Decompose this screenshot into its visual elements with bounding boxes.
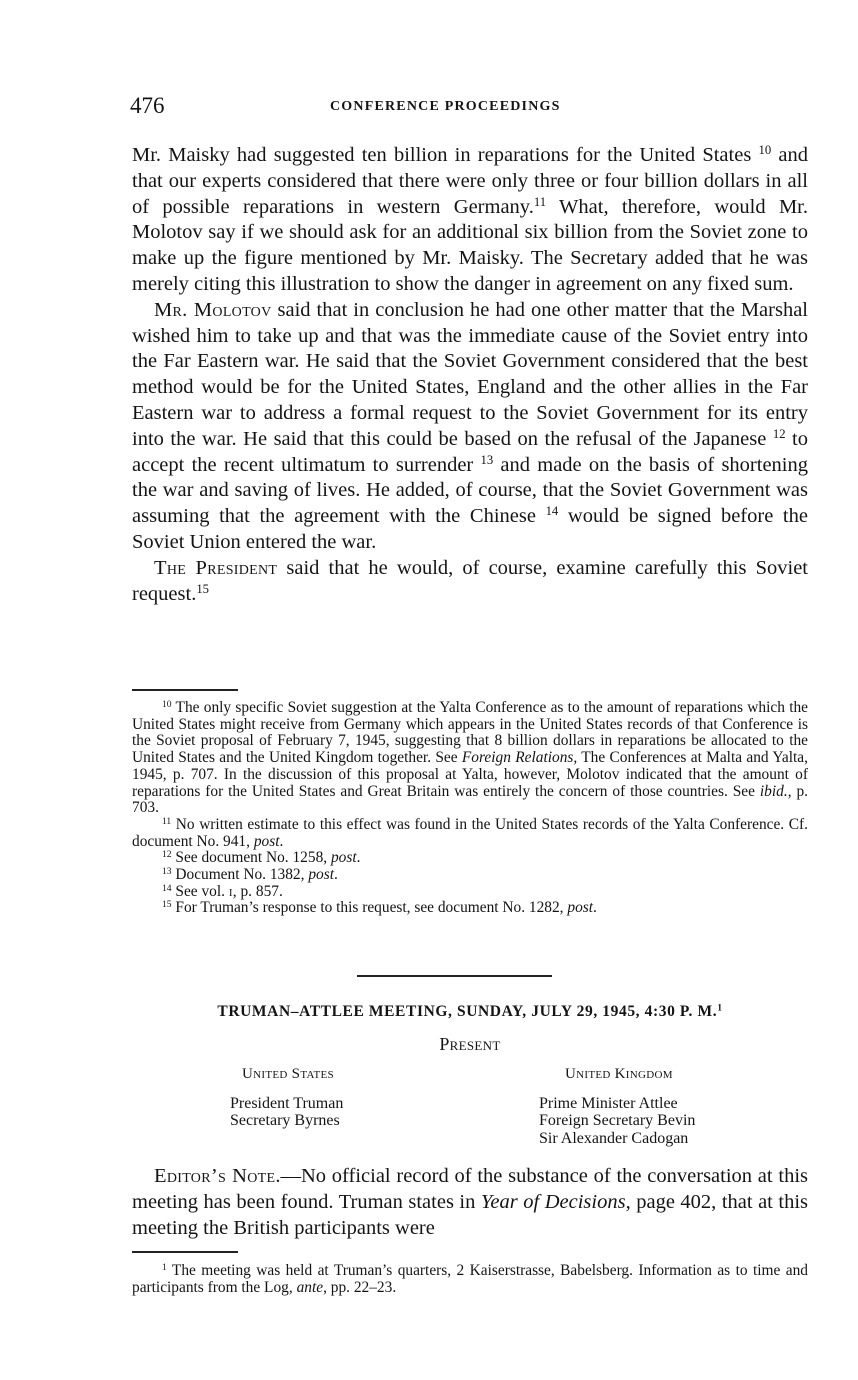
delegation-heading: United States xyxy=(242,1066,334,1082)
footnote-15: $^{15}$ For Truman’s response to this request, see document No. 1282, post. xyxy=(162,899,597,917)
footnote-ref-11[interactable]: 11 xyxy=(533,194,547,209)
page-number: 476 xyxy=(130,93,165,118)
footnote-10: $^{10}$ The only specific Soviet suggestion at the Yalta Conference as to the amount of reparations which the United States might receive from Germany which appears in the United States records of that Conference is the Soviet proposal of February 7, 1945, suggesting that 8 billion dollars in reparations be allocated to the United States and the United Kingdom together. See Foreign Relations, The Conferences at Malta and Yalta, 1945, p. 707. In the discussion of this proposal at Yalta, however, Molotov indicated that the amount of reparations for the United States and Great Britain was entirely the concern of those countries. See ibid., p. 703. xyxy=(132,698,808,817)
present-heading: Present xyxy=(439,1034,501,1054)
participant-name: Foreign Secretary Bevin xyxy=(539,1112,696,1129)
participant-name: Secretary Byrnes xyxy=(230,1112,340,1129)
footnote-14: $^{14}$ See vol. i, p. 857. xyxy=(162,882,283,900)
bottom-footnote xyxy=(132,1263,808,1296)
footnote-divider xyxy=(132,689,238,691)
participant-name: President Truman xyxy=(230,1094,344,1112)
delegation-heading: United Kingdom xyxy=(565,1066,673,1082)
footnote-11: $^{11}$ No written estimate to this effect was found in the United States records of the Yalta Conference. Cf. document No. 941, post. xyxy=(132,815,808,850)
editors-note: Editor’s Note.—No official record of the substance of the conversation at this meeting has been found. Truman states in Year of Decisions, page 402, that at this meeting the British participants were xyxy=(132,1165,808,1239)
footnote-divider xyxy=(132,1251,238,1253)
participant-name: Prime Minister Attlee xyxy=(539,1094,678,1112)
footnote-1: $^1$ The meeting was held at Truman’s quarters, 2 Kaiserstrasse, Babelsberg. Information as to time and participants from the Log, ante, pp. 22–23. xyxy=(132,1261,808,1296)
participant-name: Sir Alexander Cadogan xyxy=(539,1129,689,1147)
speaker-name: Mr. Molotov xyxy=(154,298,272,321)
speaker-name: The President xyxy=(154,556,278,579)
footnote-12: $^{12}$ See document No. 1258, post. xyxy=(162,849,361,867)
section-divider xyxy=(357,975,552,977)
participants-united-states xyxy=(230,1066,343,1130)
footnote-13: $^{13}$ Document No. 1382, post. xyxy=(162,865,338,884)
footnote-ref-10[interactable]: 10 xyxy=(758,143,772,158)
footnotes-block xyxy=(132,700,808,917)
footnote-ref-12[interactable]: 12 xyxy=(772,426,786,441)
footnote-ref-14[interactable]: 14 xyxy=(545,504,559,519)
main-text xyxy=(132,143,808,607)
participants-united-kingdom xyxy=(539,1066,695,1147)
running-head: CONFERENCE PROCEEDINGS xyxy=(330,99,561,114)
footnote-ref-15[interactable]: 15 xyxy=(196,581,210,596)
page-header xyxy=(130,93,808,127)
meeting-title: TRUMAN–ATTLEE MEETING, SUNDAY, JULY 29, 1945, 4:30 P. M.$^1$ xyxy=(217,1002,723,1020)
paragraph-maisky: Mr. Maisky had suggested ten billion in reparations for the United States $^{10}$ and that our experts considered that there were only three or four billion dollars in all of possible reparations in western Germany.$^{11}$ What, therefore, would Mr. Molotov say if we should ask for an additional six billion from the Soviet zone to make up the figure mentioned by Mr. Maisky. The Secretary added that he was merely citing this illustration to show the danger in agreement on any fixed sum. xyxy=(132,143,809,295)
paragraph-molotov: Mr. Molotov said that in conclusion he had one other matter that the Marshal wished him to take up and that was the immediate cause of the Soviet entry into the Far Eastern war. He said that the Soviet Government considered that the best method would be for the United States, England and the other allies in the Far Eastern war to address a formal request to the Soviet Government for its entry into the war. He said that this could be based on the refusal of the Japanese $^{12}$ to accept the recent ultimatum to surrender $^{13}$ and made on the basis of shortening the war and saving of lives. He added, of course, that the Soviet Government was assuming that the agreement with the Chinese $^{14}$ would be signed before the Soviet Union entered the war. xyxy=(132,298,808,553)
footnote-ref-1[interactable]: 1 xyxy=(717,1002,723,1014)
paragraph-president: The President said that he would, of course, examine carefully this Soviet request.$^{15}$ xyxy=(132,556,808,605)
editors-note-label: Editor’s Note xyxy=(154,1165,276,1187)
footnote-ref-13[interactable]: 13 xyxy=(480,452,494,467)
